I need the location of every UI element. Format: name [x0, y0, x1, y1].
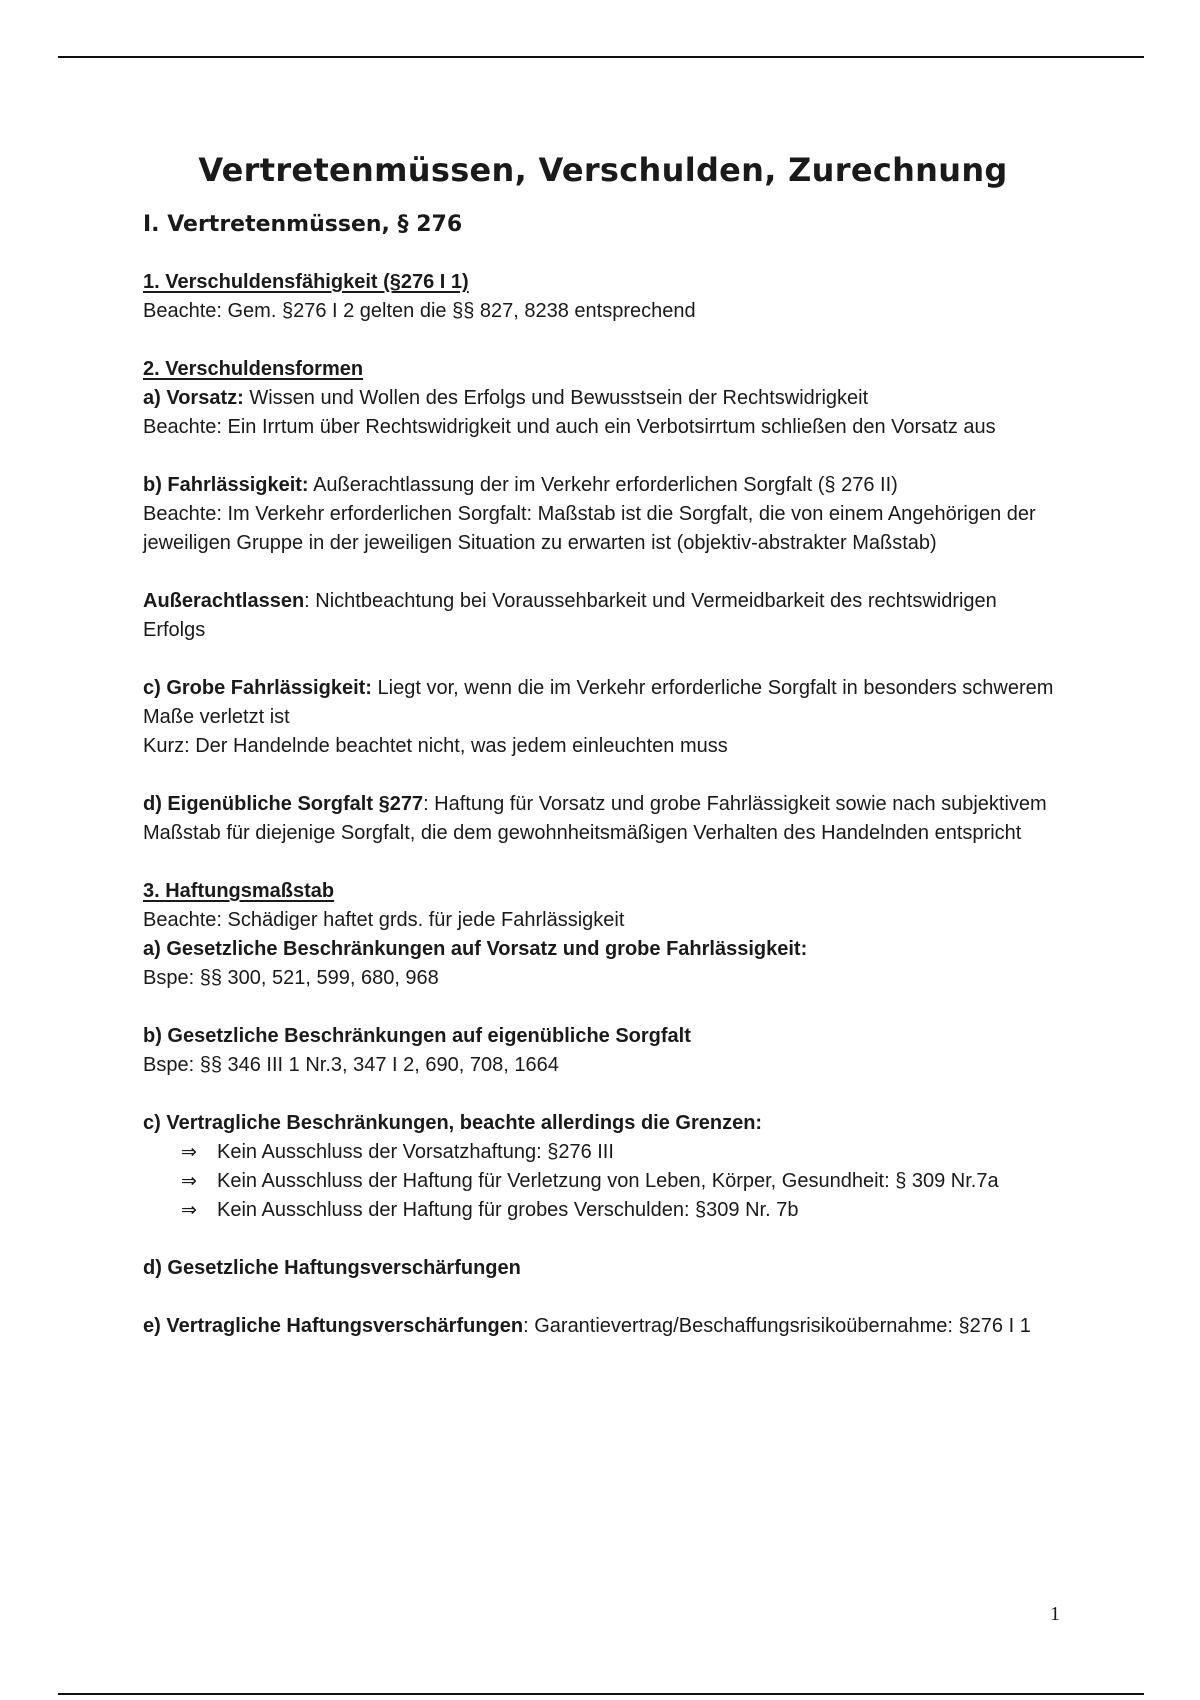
examples-line: Bspe: §§ 300, 521, 599, 680, 968 — [143, 967, 439, 989]
block-ausserachtlassen — [143, 587, 1063, 645]
arrow-icon: ⇒ — [181, 1141, 197, 1163]
document-body — [143, 140, 1063, 1341]
list-item: ⇒ Kein Ausschluss der Haftung für Verletzung von Leben, Körper, Gesundheit: § 309 Nr.7a — [181, 1167, 1063, 1196]
examples-line: Bspe: §§ 346 III 1 Nr.3, 347 I 2, 690, 708, 1664 — [143, 1054, 559, 1076]
paragraph-ausserachtlassen: Außerachtlassen: Nichtbeachtung bei Voraussehbarkeit und Vermeidbarkeit des rechtswidrigen Erfolgs — [143, 590, 997, 641]
paragraph-grobe-fahrlaessigkeit: c) Grobe Fahrlässigkeit: Liegt vor, wenn die im Verkehr erforderliche Sorgfalt in besonders schwerem Maße verletzt ist — [143, 677, 1054, 728]
note-vorsatz: Beachte: Ein Irrtum über Rechtswidrigkeit und auch ein Verbotsirrtum schließen den Vorsatz aus — [143, 416, 996, 438]
page-number: 1 — [1050, 1603, 1060, 1625]
short-note: Kurz: Der Handelnde beachtet nicht, was jedem einleuchten muss — [143, 735, 728, 757]
heading-vertragliche-beschraenkungen: c) Vertragliche Beschränkungen, beachte allerdings die Grenzen: — [143, 1112, 763, 1134]
arrow-icon: ⇒ — [181, 1199, 197, 1221]
subsection-heading: 3. Haftungsmaßstab — [143, 880, 335, 902]
block-gesetzliche-verschaerfungen — [143, 1254, 1063, 1283]
top-rule — [58, 56, 1144, 58]
list-item: ⇒ Kein Ausschluss der Vorsatzhaftung: §276 III — [181, 1138, 1063, 1167]
heading-gesetzliche-beschraenkungen-b: b) Gesetzliche Beschränkungen auf eigenübliche Sorgfalt — [143, 1025, 691, 1047]
block-fahrlaessigkeit — [143, 471, 1063, 558]
heading-gesetzliche-verschaerfungen: d) Gesetzliche Haftungsverschärfungen — [143, 1257, 521, 1279]
subsection-heading: 2. Verschuldensformen — [143, 358, 364, 380]
paragraph-fahrlaessigkeit: b) Fahrlässigkeit: Außerachtlassung der im Verkehr erforderlichen Sorgfalt (§ 276 II) — [143, 474, 898, 496]
list-item: ⇒ Kein Ausschluss der Haftung für grobes Verschulden: §309 Nr. 7b — [181, 1196, 1063, 1225]
arrow-icon: ⇒ — [181, 1170, 197, 1192]
block-eigenuebliche-beschraenkung — [143, 1022, 1063, 1080]
subsection-heading: 1. Verschuldensfähigkeit (§276 I 1) — [143, 271, 469, 293]
paragraph-vorsatz: a) Vorsatz: Wissen und Wollen des Erfolgs und Bewusstsein der Rechtswidrigkeit — [143, 387, 869, 409]
paragraph-vertragliche-verschaerfungen: e) Vertragliche Haftungsverschärfungen: Garantievertrag/Beschaffungsrisikoübernahme: §276 I 1 — [143, 1315, 1031, 1337]
note-line: Beachte: Gem. §276 I 2 gelten die §§ 827, 8238 entsprechend — [143, 300, 696, 322]
limits-list — [143, 1138, 1063, 1225]
subsection-verschuldensfaehigkeit — [143, 268, 1063, 326]
subsection-haftungsmassstab — [143, 877, 1063, 993]
subsection-verschuldensformen — [143, 355, 1063, 442]
block-vertragliche-beschraenkungen — [143, 1109, 1063, 1225]
section-heading: I. Vertretenmüssen, § 276 — [143, 212, 463, 237]
block-eigenuebliche-sorgfalt — [143, 790, 1063, 848]
bottom-rule — [58, 1693, 1144, 1695]
block-vertragliche-verschaerfungen — [143, 1312, 1063, 1341]
page-title: Vertretenmüssen, Verschulden, Zurechnung — [198, 151, 1008, 189]
note-line: Beachte: Schädiger haftet grds. für jede Fahrlässigkeit — [143, 909, 625, 931]
note-fahrlaessigkeit: Beachte: Im Verkehr erforderlichen Sorgfalt: Maßstab ist die Sorgfalt, die von einem Angehörigen der jeweiligen Gruppe in der jeweiligen Situation zu erwarten ist (objektiv-abstrakter Maßstab) — [143, 503, 1036, 554]
heading-gesetzliche-beschraenkungen-a: a) Gesetzliche Beschränkungen auf Vorsatz und grobe Fahrlässigkeit: — [143, 938, 808, 960]
block-grobe-fahrlaessigkeit — [143, 674, 1063, 761]
paragraph-eigenuebliche-sorgfalt: d) Eigenübliche Sorgfalt §277: Haftung für Vorsatz und grobe Fahrlässigkeit sowie nach subjektivem Maßstab für diejenige Sorgfalt, die dem gewohnheitsmäßigen Verhalten des Handelnden entspricht — [143, 793, 1047, 844]
